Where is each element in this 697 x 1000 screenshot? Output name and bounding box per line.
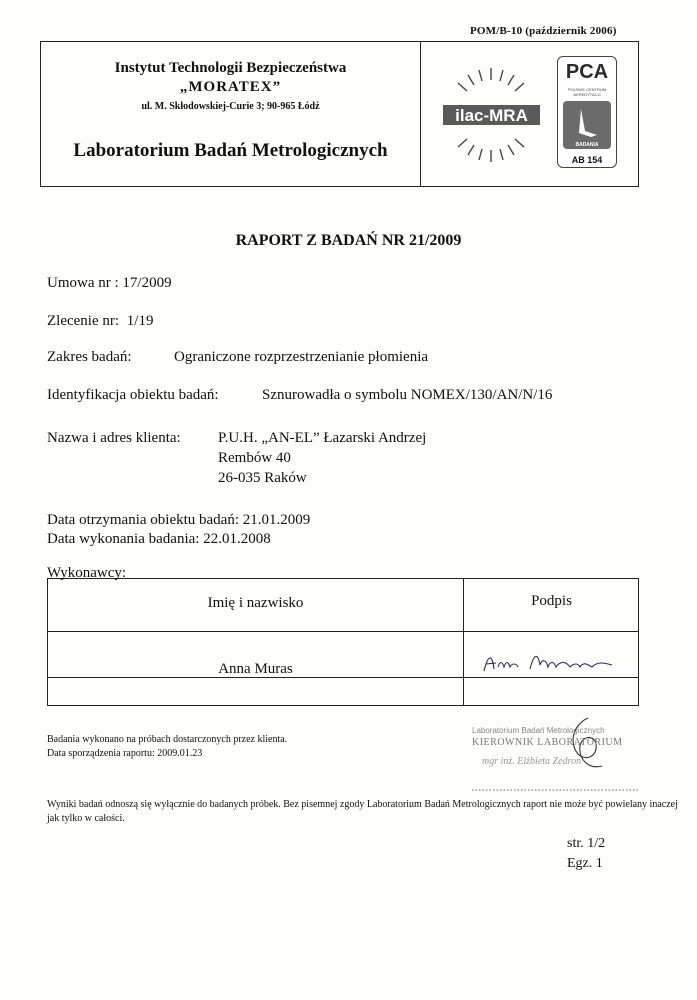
client-city: 26-035 Raków: [218, 470, 307, 486]
accreditation-logos: [421, 42, 640, 186]
identification-value: Sznurowadła o symbolu NOMEX/130/AN/N/16: [262, 387, 553, 403]
order-value: 1/19: [126, 313, 154, 329]
stamp-signature-mark: [470, 712, 660, 792]
client-name: P.U.H. „AN-EL” Łazarski Andrzej: [218, 430, 427, 446]
pca-logo: [557, 56, 617, 168]
contract-line: [47, 275, 172, 292]
scope-label: Zakres badań:: [47, 349, 132, 365]
laboratory-name: Laboratorium Badań Metrologicznych: [73, 140, 388, 161]
stamp-person: mgr inż. Elżbieta Zedron: [482, 756, 582, 767]
table-header-name: Imię i nazwisko: [207, 595, 304, 611]
table-row-divider: [48, 631, 638, 632]
table-row-name: Anna Muras: [218, 661, 293, 677]
header-institute-block: [41, 42, 421, 186]
ilac-mra-logo: [439, 60, 544, 170]
pca-subtitle: POLSKIE CENTRUM AKREDYTACJI: [567, 87, 607, 97]
order-line: [47, 313, 153, 330]
manager-stamp: [470, 712, 660, 792]
performers-label: Wykonawcy:: [47, 565, 127, 581]
institute-short-name: „MORATEX”: [179, 79, 282, 95]
scope-value: Ograniczone rozprzestrzenianie płomienia: [174, 349, 429, 365]
contract-label: Umowa nr :: [47, 275, 119, 291]
ilac-mra-text: ilac-MRA: [455, 106, 528, 125]
pca-accreditation-number: AB 154: [571, 155, 603, 165]
header-box: [40, 41, 639, 187]
identification-label: Identyfikacja obiektu badań:: [47, 387, 219, 403]
performers-table: [47, 578, 639, 706]
table-header-signature: Podpis: [531, 593, 572, 609]
report-date: Data sporządzenia raportu: 2009.01.23: [47, 748, 203, 759]
page-info: [567, 834, 605, 874]
institute-name: Instytut Technologii Bezpieczeństwa: [114, 60, 347, 76]
footer-disclaimer: Wyniki badań odnoszą się wyłącznie do badanych próbek. Bez pisemnej zgody Laboratorium Badań Metrologicznych raport nie może być powielany inaczej jak tylko w całości.: [47, 799, 678, 824]
stamp-title: KIEROWNIK LABORATORIUM: [472, 737, 623, 748]
institute-address: ul. M. Skłodowskiej-Curie 3; 90-965 Łódź: [141, 101, 320, 112]
page-number: str. 1/2: [567, 836, 606, 851]
pca-emblem-icon: [563, 101, 611, 149]
pca-badania-text: BADANIA: [575, 142, 599, 148]
scope-line: [47, 349, 132, 366]
form-code: POM/B-10 (październik 2006): [470, 25, 617, 37]
report-title: RAPORT Z BADAŃ NR 21/2009: [235, 232, 462, 249]
stamp-laboratory: Laboratorium Badań Metrologicznych: [472, 726, 605, 735]
handwritten-signature: [480, 649, 620, 677]
copy-number: Egz. 1: [567, 856, 603, 871]
execution-date: Data wykonania badania: 22.01.2008: [47, 531, 271, 547]
client-street: Rembów 40: [218, 450, 291, 466]
contract-value: 17/2009: [122, 275, 172, 291]
pca-title: PCA: [565, 61, 609, 83]
receipt-date: Data otrzymania obiektu badań: 21.01.2009: [47, 512, 311, 528]
client-label: Nazwa i adres klienta:: [47, 430, 181, 446]
order-label: Zlecenie nr:: [47, 313, 120, 329]
sample-note: Badania wykonano na próbach dostarczonych przez klienta.: [47, 734, 288, 745]
